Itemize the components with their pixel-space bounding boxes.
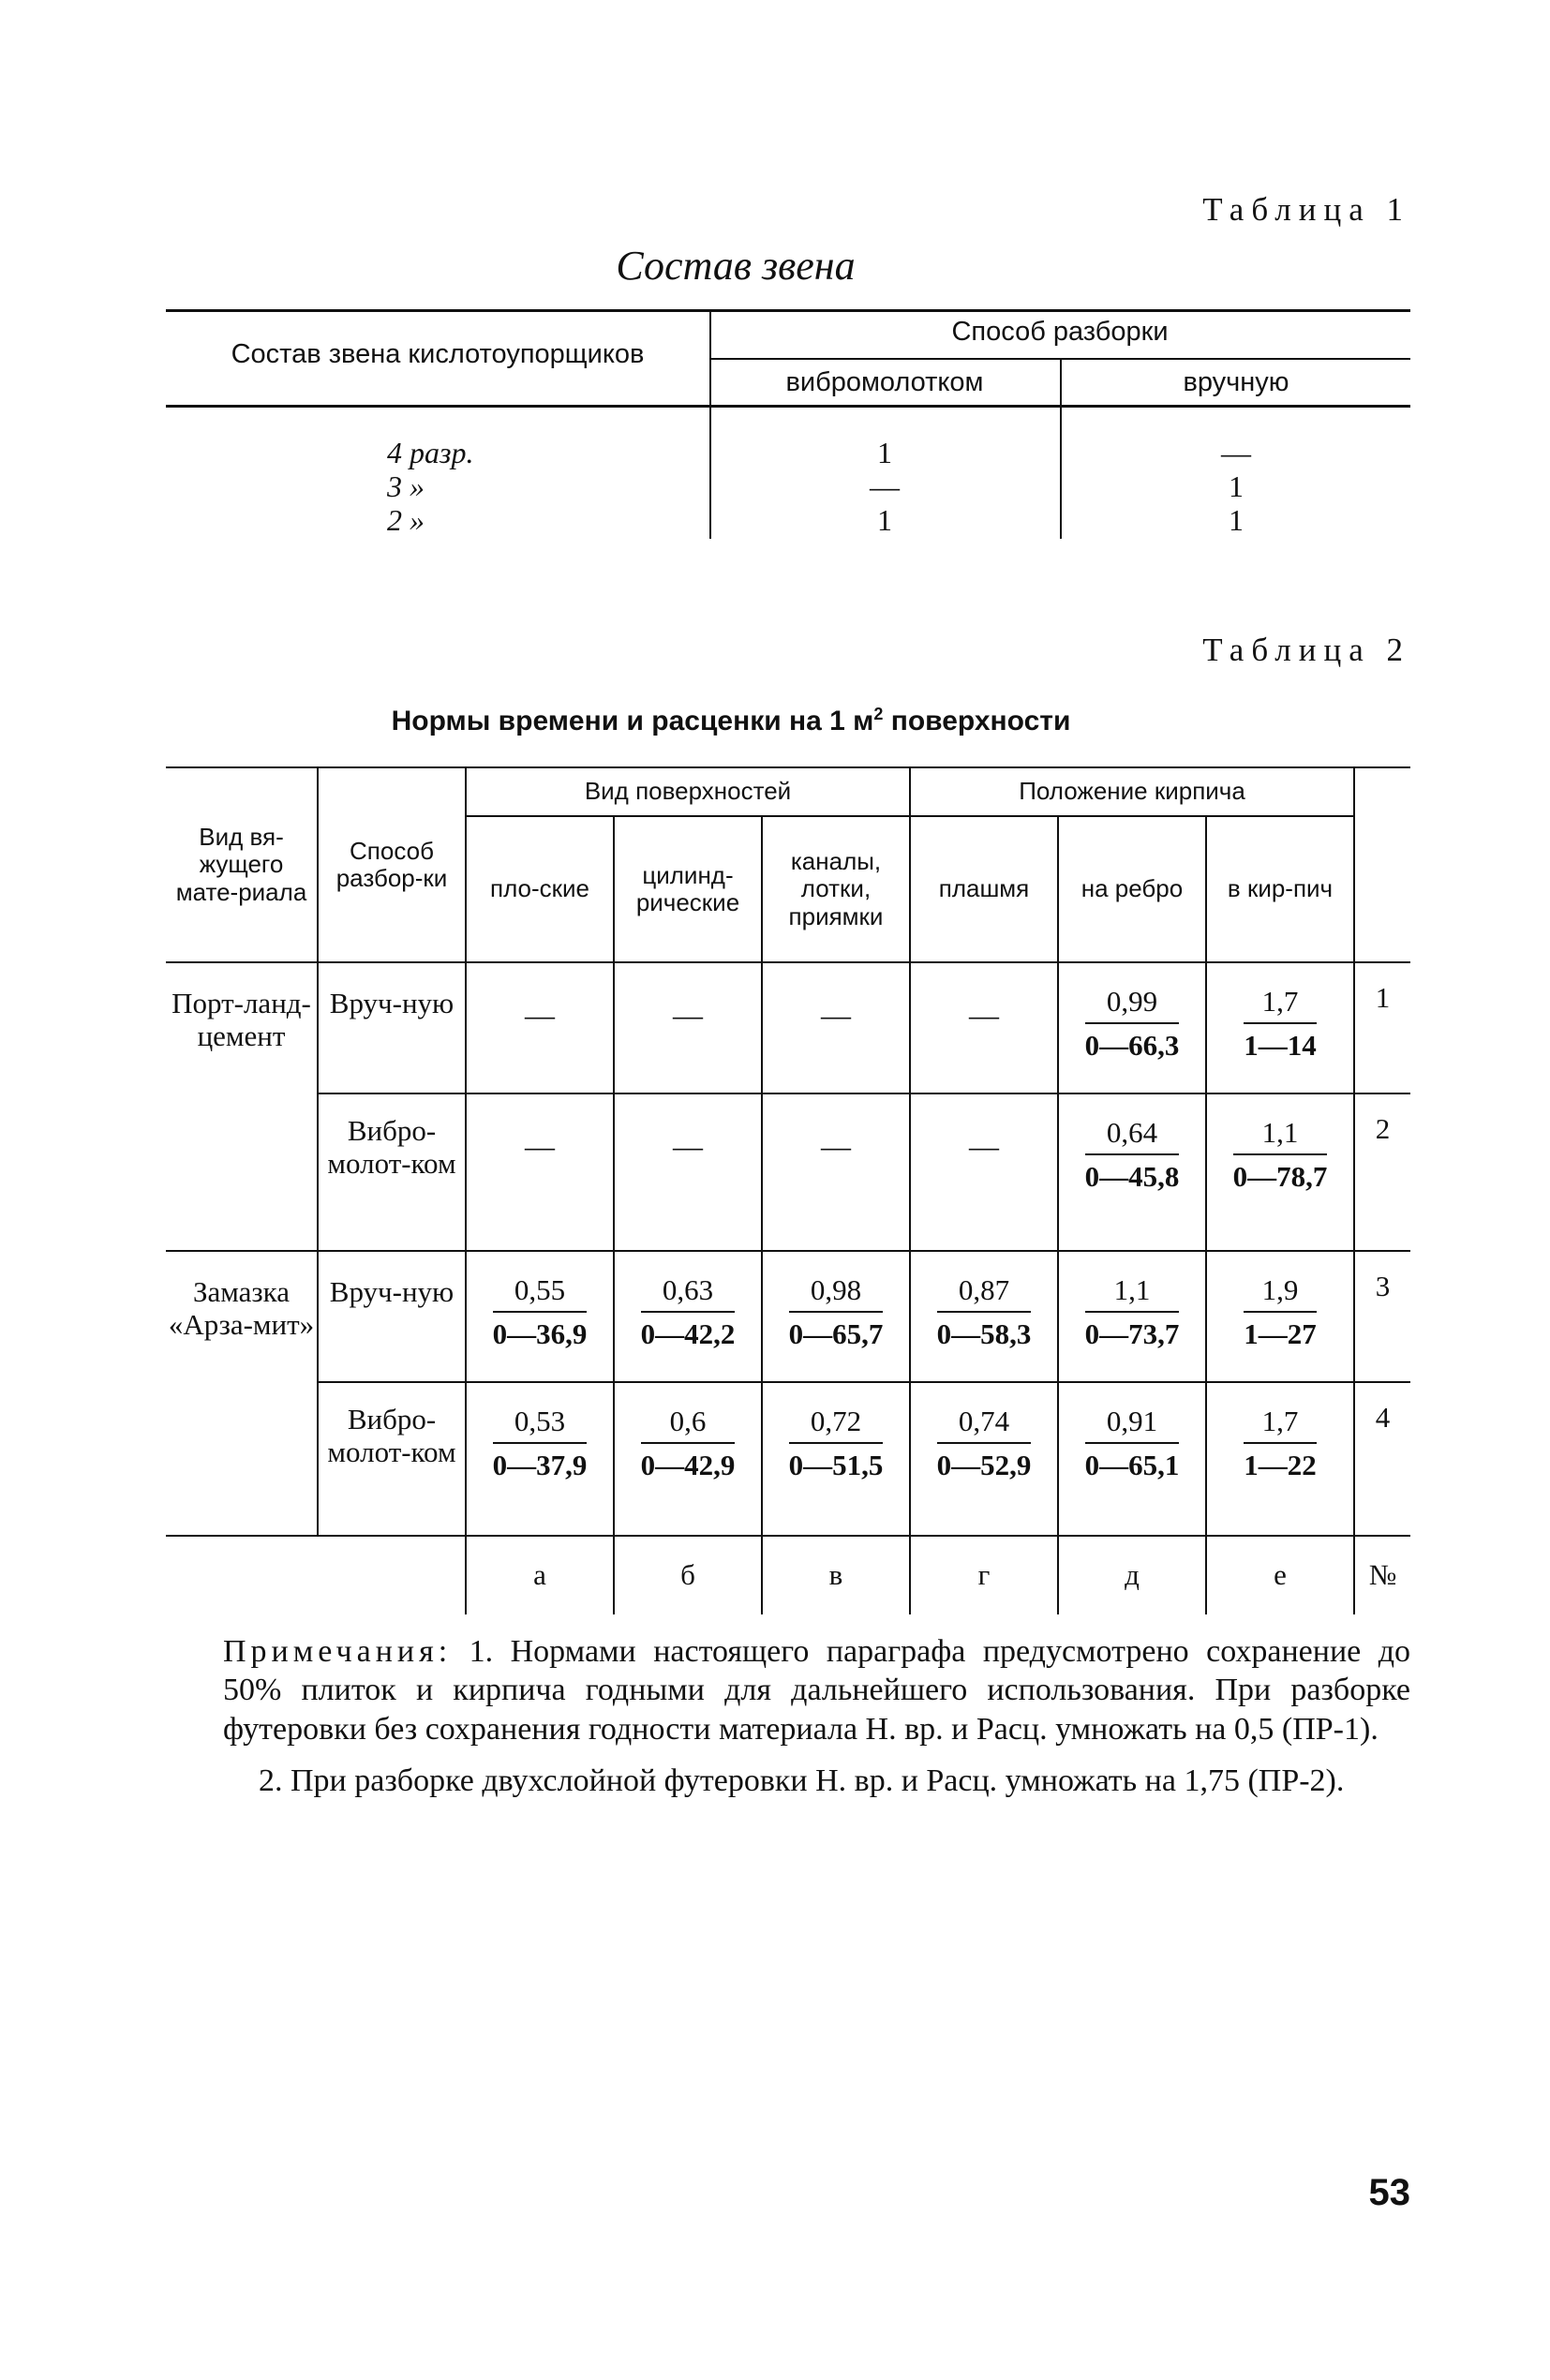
column-letter: б	[614, 1536, 762, 1614]
table1-header-method: Способ разборки	[951, 317, 1169, 347]
value-cell	[910, 1251, 1058, 1382]
price-rate: 1—14	[1244, 1028, 1317, 1062]
column-letter: д	[1058, 1536, 1206, 1614]
subheader-channels: каналы, лотки, приямки	[762, 816, 910, 962]
column-letter: е	[1206, 1536, 1354, 1614]
value-cell: —	[762, 1093, 910, 1251]
header-number-blank	[1354, 767, 1410, 962]
row-number: 4	[1354, 1382, 1410, 1536]
table1-header-crew: Состав звена кислотоупорщиков	[231, 339, 645, 369]
note-1-text: 1. Нормами настоящего параграфа предусмотрено сохранение до 50% плиток и кирпича годными для дальнейшего использования. При разборке футеровки без сохранения годности материала Н. вр. и Расц. умножать на 0,5 (ПР-1).	[223, 1634, 1410, 1747]
value-cell	[1058, 1251, 1206, 1382]
value-cell	[1058, 1382, 1206, 1536]
table1-subheader-vibro: вибромолотком	[785, 367, 984, 397]
value-cell	[1058, 962, 1206, 1093]
value-cell	[1206, 1382, 1354, 1536]
table2-label: Таблица 2	[1202, 632, 1410, 668]
table1-subheader-manual: вручную	[1183, 367, 1289, 397]
column-letter: г	[910, 1536, 1058, 1614]
notes-prefix: Примечания:	[223, 1634, 453, 1669]
table1-label: Таблица 1	[1202, 191, 1410, 228]
time-norm: 0,99	[1085, 986, 1180, 1024]
price-rate: 0—65,7	[788, 1316, 884, 1350]
notes	[223, 1632, 1410, 1814]
price-rate: 0—45,8	[1084, 1159, 1180, 1193]
number-sign: №	[1354, 1536, 1410, 1614]
subheader-cylindrical: цилинд-рические	[614, 816, 762, 962]
time-norm: 1,9	[1244, 1274, 1317, 1313]
subheader-flatwise: плашмя	[910, 816, 1058, 962]
table1-row-grade: 3 »	[387, 469, 425, 503]
time-norm: 0,63	[641, 1274, 736, 1313]
material-name: Замазка «Арза-мит»	[166, 1251, 318, 1536]
value-cell: —	[466, 962, 614, 1093]
price-rate: 1—22	[1244, 1448, 1317, 1481]
value-cell	[1206, 1251, 1354, 1382]
table1-row-grade: 4 разр.	[387, 436, 474, 469]
value-cell	[1206, 962, 1354, 1093]
row-number: 2	[1354, 1093, 1410, 1251]
column-letter: а	[466, 1536, 614, 1614]
value-cell	[910, 1382, 1058, 1536]
subheader-flat: пло-ские	[466, 816, 614, 962]
time-norm: 0,6	[641, 1406, 736, 1444]
method-name: Вибро-молот-ком	[318, 1382, 466, 1536]
time-norm: 0,53	[493, 1406, 588, 1444]
table1-header-rule	[166, 405, 1410, 408]
value-cell	[614, 1251, 762, 1382]
value-cell: —	[910, 1093, 1058, 1251]
method-name: Вруч-ную	[318, 962, 466, 1093]
price-rate: 0—36,9	[492, 1316, 588, 1350]
value-cell: —	[466, 1093, 614, 1251]
time-norm: 0,91	[1085, 1406, 1180, 1444]
value-cell: —	[614, 1093, 762, 1251]
table2-title-text: Нормы времени и расценки на 1 м	[391, 706, 874, 736]
page-number: 53	[1368, 2172, 1410, 2213]
price-rate: 0—52,9	[936, 1448, 1032, 1481]
value-cell	[762, 1382, 910, 1536]
price-rate: 0—51,5	[788, 1448, 884, 1481]
table2-title-end: поверхности	[883, 706, 1071, 736]
value-cell	[466, 1382, 614, 1536]
header-brick: Положение кирпича	[910, 767, 1354, 816]
time-norm: 0,74	[937, 1406, 1032, 1444]
note-2: 2. При разборке двухслойной футеровки Н. вр. и Расц. умножать на 1,75 (ПР-2).	[259, 1763, 1345, 1799]
value-cell: —	[762, 962, 910, 1093]
value-cell	[466, 1251, 614, 1382]
subheader-in-brick: в кир-пич	[1206, 816, 1354, 962]
header-surface: Вид поверхностей	[466, 767, 910, 816]
price-rate: 0—78,7	[1232, 1159, 1328, 1193]
value-cell	[1058, 1093, 1206, 1251]
letters-blank	[166, 1536, 318, 1614]
value-cell: —	[910, 962, 1058, 1093]
value-cell	[1206, 1093, 1354, 1251]
table1-cell-vibro: 1	[877, 503, 892, 537]
letters-blank	[318, 1536, 466, 1614]
time-norm: 1,7	[1244, 1406, 1317, 1444]
table1-cell-vibro: 1	[877, 436, 892, 469]
value-cell	[762, 1251, 910, 1382]
price-rate: 0—58,3	[936, 1316, 1032, 1350]
price-rate: 0—42,9	[640, 1448, 736, 1481]
table2-title-sup: 2	[873, 705, 884, 723]
time-norm: 1,1	[1233, 1117, 1328, 1155]
value-cell: —	[614, 962, 762, 1093]
time-norm: 0,64	[1085, 1117, 1180, 1155]
time-norm: 0,55	[493, 1274, 588, 1313]
price-rate: 0—65,1	[1084, 1448, 1180, 1481]
header-method: Способ разбор-ки	[318, 767, 466, 962]
price-rate: 0—66,3	[1084, 1028, 1180, 1062]
table2-title	[262, 705, 1200, 737]
table1-row-grade: 2 »	[387, 503, 425, 537]
table1-cell-manual: 1	[1229, 503, 1244, 537]
price-rate: 0—42,2	[640, 1316, 736, 1350]
row-number: 1	[1354, 962, 1410, 1093]
price-rate: 0—73,7	[1084, 1316, 1180, 1350]
material-name: Порт-ланд-цемент	[166, 962, 318, 1251]
time-norm: 0,87	[937, 1274, 1032, 1313]
method-name: Вруч-ную	[318, 1251, 466, 1382]
subheader-on-edge: на ребро	[1058, 816, 1206, 962]
time-norm: 1,7	[1244, 986, 1317, 1024]
row-number: 3	[1354, 1251, 1410, 1382]
time-norm: 0,72	[789, 1406, 884, 1444]
price-rate: 0—37,9	[492, 1448, 588, 1481]
header-material: Вид вя-жущего мате-риала	[166, 767, 318, 962]
table1-top-rule	[166, 309, 1410, 312]
note-1	[223, 1632, 1410, 1748]
column-letter: в	[762, 1536, 910, 1614]
table1-cell-manual: 1	[1229, 469, 1244, 503]
value-cell	[614, 1382, 762, 1536]
table1-cell-vibro: —	[870, 469, 900, 503]
table1-title: Состав звена	[616, 243, 856, 289]
method-name: Вибро-молот-ком	[318, 1093, 466, 1251]
time-norm: 1,1	[1085, 1274, 1180, 1313]
time-norm: 0,98	[789, 1274, 884, 1313]
table2	[166, 766, 1410, 1614]
table1-cell-manual: —	[1221, 436, 1251, 469]
price-rate: 1—27	[1244, 1316, 1317, 1350]
